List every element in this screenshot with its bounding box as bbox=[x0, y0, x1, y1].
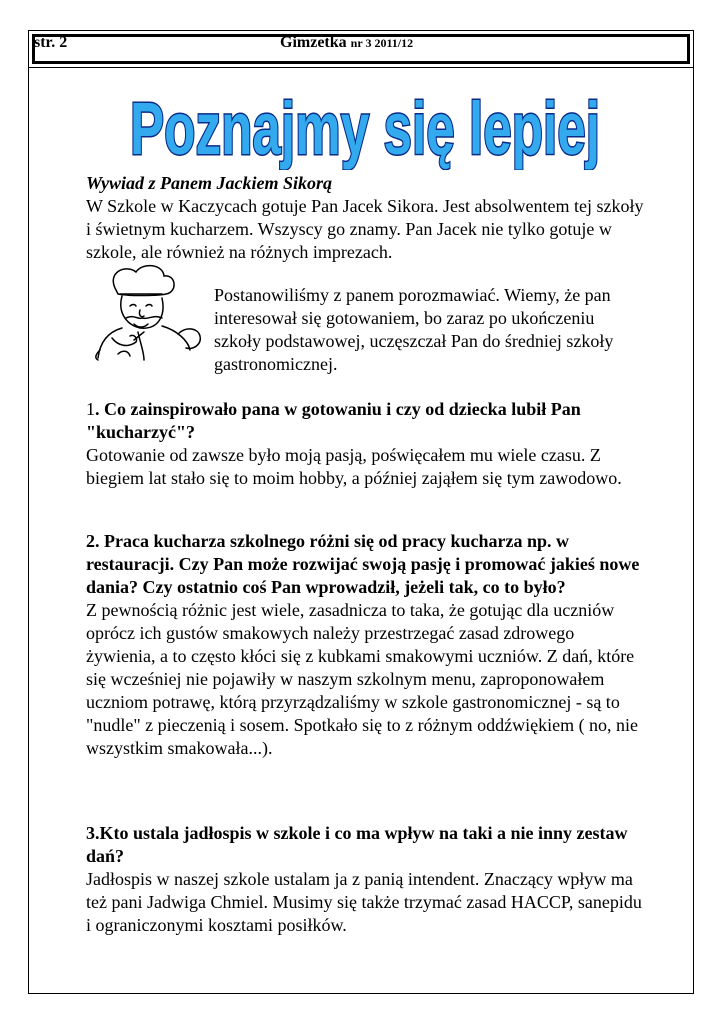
intro-paragraph: W Szkole w Kaczycach gotuje Pan Jacek Sikora. Jest absolwentem tej szkoły i świetnym kucharzem. Wszyscy go znamy. Pan Jacek nie tylko gotuje w szkole, ale również na różnych imprezach. bbox=[86, 196, 644, 262]
issue-number: nr 3 2011/12 bbox=[350, 36, 414, 50]
question-2-block bbox=[86, 530, 646, 760]
interview-title: Wywiad z Panem Jackiem Sikorą bbox=[86, 173, 333, 193]
question-1-number: 1 bbox=[86, 399, 95, 419]
answer-1: Gotowanie od zawsze było moją pasją, poświęcałem mu wiele czasu. Z biegiem lat stało się to moim hobby, a później zająłem się tym zawodowo. bbox=[86, 445, 622, 488]
interview-intro bbox=[86, 172, 646, 264]
intro-continued bbox=[214, 284, 644, 376]
page-number: str. 2 bbox=[34, 34, 68, 51]
newspaper-title bbox=[280, 34, 413, 52]
newspaper-name: Gimzetka bbox=[280, 34, 347, 51]
answer-2: Z pewnością różnic jest wiele, zasadnicza to taka, że gotując dla uczniów oprócz ich gustów smakowych należy przestrzegać zasad zdrowego żywienia, a to często kłóci się z kubkami smakowymi uczniów. Z dań, które się wcześniej nie pojawiły w naszym szkolnym menu, zaproponowałem uczniom potrawę, którą przyrządzaliśmy w szkole gastronomicznej - są to "nudle" z pieczenią i sosem. Spotkało się to z różnym oddźwiękiem ( no, nie wszystkim smakowała...). bbox=[86, 600, 639, 758]
question-2: 2. Praca kucharza szkolnego różni się od pracy kucharza np. w restauracji. Czy Pan może rozwijać swoją pasję i promować jakieś nowe dania? Czy ostatnio coś Pan wprowadził, jeżeli tak, co to było? bbox=[86, 531, 640, 597]
banner-wordart bbox=[120, 80, 610, 170]
intro-paragraph-2: Postanowiliśmy z panem porozmawiać. Wiemy, że pan interesował się gotowaniem, bo zaraz po ukończeniu szkoły podstawowej, uczęszczał Pan do średniej szkoły gastronomicznej. bbox=[214, 285, 614, 374]
question-3: 3.Kto ustala jadłospis w szkole i co ma wpływ na taki a nie inny zestaw dań? bbox=[86, 823, 628, 866]
question-1-block bbox=[86, 398, 646, 490]
banner-text: Poznajmy się lepiej bbox=[130, 87, 600, 170]
question-1 bbox=[86, 398, 646, 444]
question-3-block bbox=[86, 822, 646, 937]
chef-illustration bbox=[78, 262, 208, 362]
question-1-text: . Co zainspirowało pana w gotowaniu i czy od dziecka lubił Pan "kucharzyć"? bbox=[86, 399, 581, 442]
answer-3: Jadłospis w naszej szkole ustalam ja z panią intendent. Znaczący wpływ ma też pani Jadwiga Chmiel. Musimy się także trzymać zasad HACCP, sanepidu i ograniczonymi kosztami posiłków. bbox=[86, 869, 642, 935]
